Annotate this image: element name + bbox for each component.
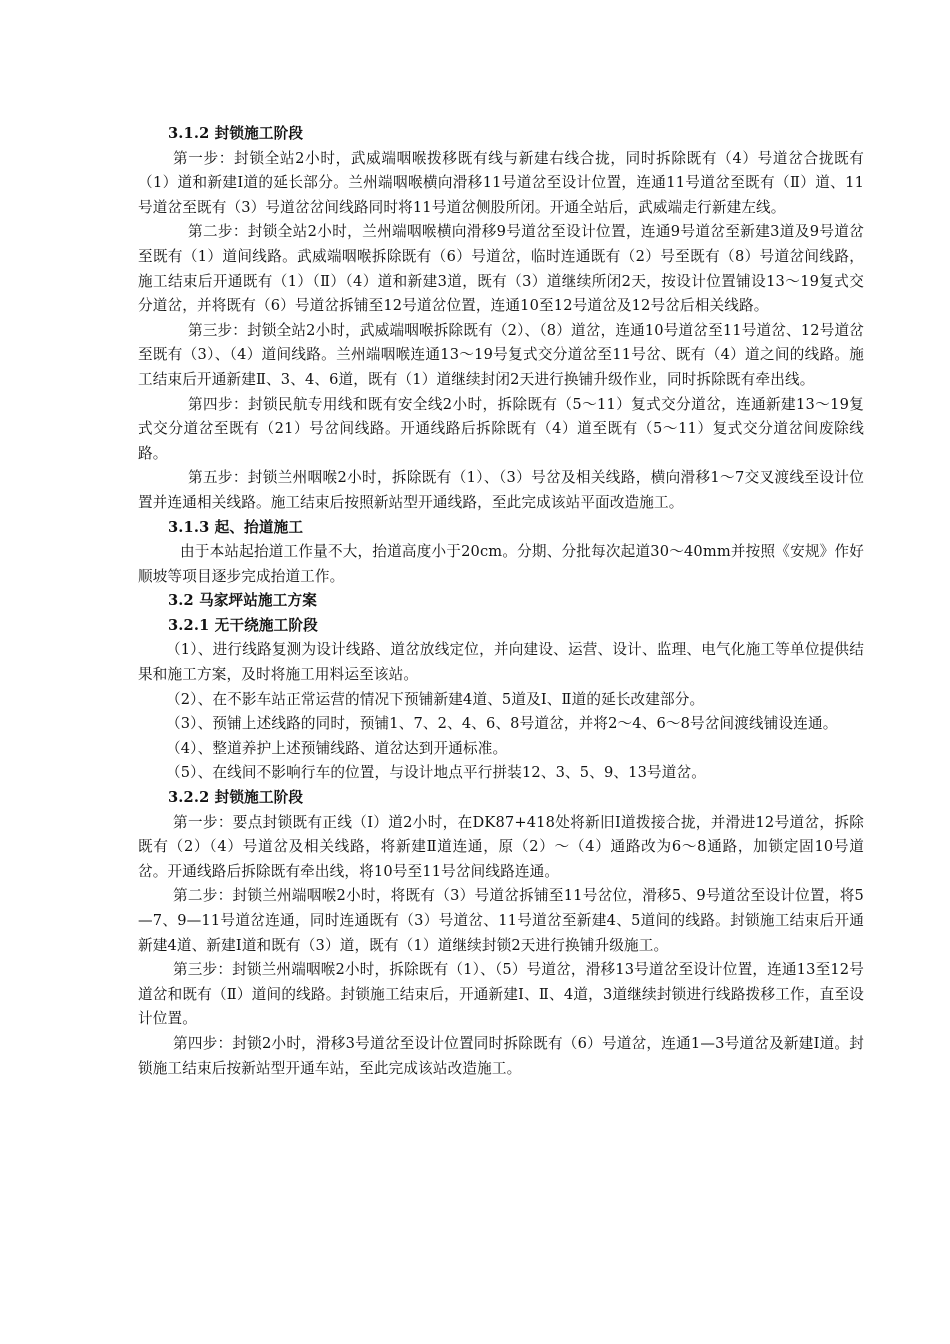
list-item: （3）、预铺上述线路的同时，预铺1、7、2、4、6、8号道岔，并将2～4、6～8号岔间渡线铺设连通。 — [166, 715, 838, 733]
paragraph: 第五步：封锁兰州咽喉2小时，拆除既有（1）、（3）号岔及相关线路，横向滑移1～7交叉渡线至设计位置并连通相关线路。施工结束后按照新站型开通线路，至此完成该站平面改造施工。 — [138, 469, 864, 511]
section-heading-3-2-1: 3.2.1 无干绕施工阶段 — [168, 616, 318, 634]
section-heading-3-2: 3.2 马家坪站施工方案 — [168, 592, 318, 610]
paragraph: 第一步：封锁全站2小时，武威端咽喉拨移既有线与新建右线合拢，同时拆除既有（4）号道岔合拢既有（1）道和新建Ⅰ道的延长部分。兰州端咽喉横向滑移11号道岔至设计位置，连通11号道岔至既有（Ⅱ）道、11号道岔至既有（3）号道岔岔间线路同时将11号道岔侧股所闭。开通全站后，武威端走行新建左线。 — [138, 149, 864, 216]
paragraph: 由于本站起抬道工作量不大，抬道高度小于20cm。分期、分批每次起道30～40mm并按照《安规》作好顺坡等项目逐步完成抬道工作。 — [138, 543, 864, 585]
section-heading-3-1-2: 3.1.2 封锁施工阶段 — [168, 125, 304, 142]
list-item: （4）、整道养护上述预铺线路、道岔达到开通标准。 — [166, 739, 508, 757]
list-item: （5）、在线间不影响行车的位置，与设计地点平行拼装12、3、5、9、13号道岔。 — [166, 764, 706, 782]
list-item: （2）、在不影车站正常运营的情况下预铺新建4道、5道及Ⅰ、Ⅱ道的延长改建部分。 — [166, 690, 705, 708]
paragraph: 第四步：封锁2小时，滑移3号道岔至设计位置同时拆除既有（6）号道岔，连通1—3号道岔及新建Ⅰ道。封锁施工结束后按新站型开通车站，至此完成该站改造施工。 — [138, 1034, 864, 1077]
paragraph: 第一步：要点封锁既有正线（Ⅰ）道2小时，在DK87+418处将新旧Ⅰ道拨接合拢，并滑进12号道岔，拆除既有（2）（4）号道岔及相关线路，将新建Ⅱ道连通，原（2）～（4）通路改为6～8通路，加锁定固10号道岔。开通线路后拆除既有牵出线，将10号至11号岔间线路连通。 — [138, 813, 864, 880]
paragraph: 第二步：封锁全站2小时，兰州端咽喉横向滑移9号道岔至设计位置，连通9号道岔至新建3道及9号道岔至既有（1）道间线路。武威端咽喉拆除既有（6）号道岔，临时连通既有（2）号至既有（8）号道岔间线路，施工结束后开通既有（1）（Ⅱ）（4）道和新建3道，既有（3）道继续所闭2天，按设计位置铺设13～19复式交分道岔，并将既有（6）号道岔拆铺至12号道岔位置，连通10至12号道岔及12号岔后相关线路。 — [138, 223, 864, 315]
document-body — [138, 122, 864, 1081]
paragraph: 第三步：封锁兰州端咽喉2小时，拆除既有（1）、（5）号道岔，滑移13号道岔至设计位置，连通13至12号道岔和既有（Ⅱ）道间的线路。封锁施工结束后，开通新建Ⅰ、Ⅱ、4道，3道继续封锁进行线路拨移工作，直至设计位置。 — [138, 961, 864, 1028]
paragraph: 第三步：封锁全站2小时，武威端咽喉拆除既有（2）、（8）道岔，连通10号道岔至11号道岔、12号道岔至既有（3）、（4）道间线路。兰州端咽喉连通13～19号复式交分道岔至11号岔、既有（4）道之间的线路。施工结束后开通新建Ⅱ、3、4、6道，既有（1）道继续封闭2天进行换铺升级作业，同时拆除既有牵出线。 — [138, 321, 864, 388]
section-heading-3-2-2: 3.2.2 封锁施工阶段 — [168, 789, 304, 807]
section-heading-3-1-3: 3.1.3 起、抬道施工 — [168, 518, 304, 536]
paragraph: 第四步：封锁民航专用线和既有安全线2小时，拆除既有（5～11）复式交分道岔，连通新建13～19复式交分道岔至既有（21）号岔间线路。开通线路后拆除既有（4）道至既有（5～11）复式交分道岔间废除线路。 — [138, 395, 864, 462]
list-item: （1）、进行线路复测为设计线路、道岔放线定位，并向建设、运营、设计、监理、电气化施工等单位提供结果和施工方案，及时将施工用料运至该站。 — [138, 641, 864, 684]
paragraph: 第二步：封锁兰州端咽喉2小时，将既有（3）号道岔拆铺至11号岔位，滑移5、9号道岔至设计位置，将5—7、9—11号道岔连通，同时连通既有（3）号道岔、11号道岔至新建4、5道间的线路。封锁施工结束后开通新建4道、新建Ⅰ道和既有（3）道，既有（1）道继续封锁2天进行换铺升级施工。 — [138, 887, 864, 954]
